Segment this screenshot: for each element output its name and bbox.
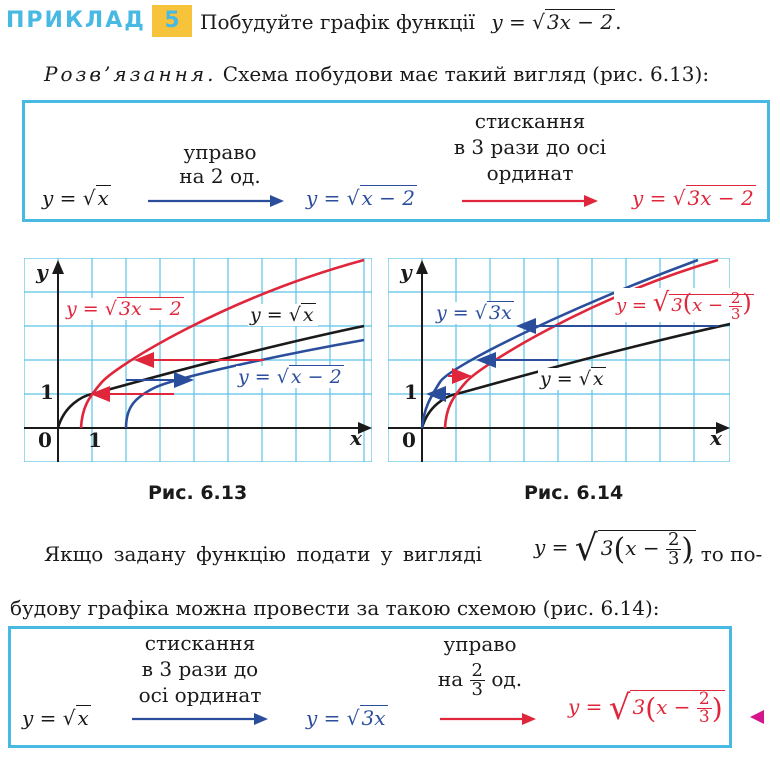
fig13-y-label: y — [36, 260, 48, 284]
task-formula: y = √ 3x − 2 . — [491, 10, 622, 34]
fig14-label-red: y = √ 3(x − $\frac{2}{3}$ ) — [614, 288, 756, 322]
figure-6-13-plot — [24, 258, 372, 462]
fig14-label-black: y = √ x — [538, 368, 608, 390]
scheme1-formula-sqrt-x-2: y = √ x − 2 — [306, 186, 416, 210]
scheme1-arrow-red — [460, 194, 600, 208]
fig13-label-red: y = √ 3x − 2 — [64, 298, 186, 320]
scheme1-arrow-blue — [146, 194, 286, 208]
task-statement — [200, 10, 621, 34]
solution-line — [44, 62, 709, 86]
figure-6-14 — [388, 258, 752, 462]
scheme1-step1-text: управо на 2 од. — [179, 140, 261, 188]
fig14-origin-label: 0 — [402, 428, 416, 452]
fig13-tick-one-y: 1 — [40, 380, 54, 404]
scheme2-formula-sqrt-x: y = √ x — [22, 706, 89, 730]
fig14-x-label: x — [710, 426, 722, 450]
fig13-tick-one-x: 1 — [88, 428, 102, 452]
fig13-label-black: y = √ x — [248, 304, 318, 326]
scheme1-formula-sqrt-3x-2: y = √ 3x − 2 — [632, 186, 754, 210]
figure-6-13 — [24, 258, 372, 462]
caption-fig-6-14: Рис. 6.14 — [524, 482, 624, 504]
triangle-left-icon — [748, 708, 766, 726]
fig14-tick-one-y: 1 — [404, 380, 418, 404]
caption-fig-6-13: Рис. 6.13 — [148, 482, 248, 504]
scheme1-step2-text: стискання в 3 рази до осі ординат — [453, 109, 607, 185]
fig13-origin-label: 0 — [38, 428, 52, 452]
solution-text: Схема побудови має такий вигляд (рис. 6.13): — [222, 62, 710, 86]
fig13-x-label: x — [350, 426, 362, 450]
paragraph-line-1: Якщо задану функцію подати у вигляді y = √ 3(x − $\frac{2}{3}$ ) , то по- — [44, 528, 763, 569]
scheme2-arrow-blue — [130, 712, 270, 726]
fig13-label-blue: y = √ x − 2 — [236, 366, 346, 388]
scheme2-arrow-red — [438, 712, 538, 726]
solution-word: Розв’язання. — [44, 62, 217, 86]
scheme2-formula-final: y = √ 3(x − $\frac{2}{3}$ ) — [568, 688, 723, 728]
fig14-label-blue: y = √ 3x — [434, 302, 516, 324]
scheme2-step2-text: управо на $\frac{2}{3}$ од. — [437, 632, 523, 700]
example-number-badge: 5 — [152, 5, 192, 37]
scheme2-formula-sqrt-3x: y = √ 3x — [306, 706, 386, 730]
scheme2-step1-text: стискання в 3 рази до осі ординат — [138, 631, 262, 707]
paragraph-line-2: будову графіка можна провести за такою схемою (рис. 6.14): — [10, 596, 660, 620]
example-label: ПРИКЛАД — [6, 8, 146, 33]
fig14-y-label: y — [400, 260, 412, 284]
task-text: Побудуйте графік функції — [200, 10, 475, 34]
scheme1-formula-sqrt-x: y = √ x — [42, 186, 109, 210]
